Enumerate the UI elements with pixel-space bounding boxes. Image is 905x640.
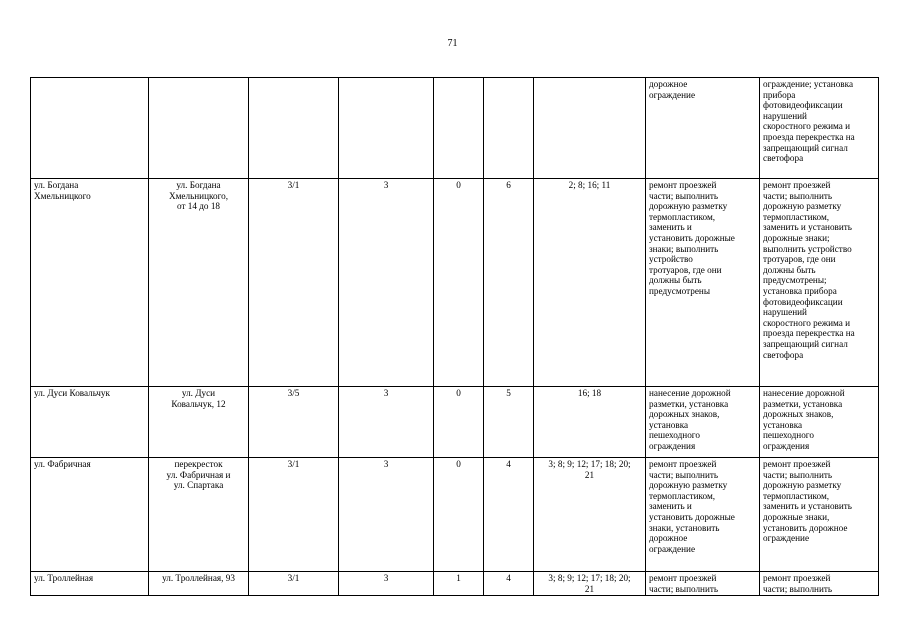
cell-street [31,78,149,179]
cell-measures-a-line: нанесение дорожной [649,388,731,398]
table-row [31,458,879,572]
cell-measures-b-line: заменить и установить [763,501,852,512]
cell-street [31,458,149,572]
cell-measures-a-line: ремонт проезжей [649,573,717,583]
cell-category: 3/1 [249,458,339,572]
cell-measures-b-line: части; выполнить [763,583,833,594]
cell-measures-a-line: заменить и [649,501,692,512]
cell-measures-b-line: дорожные знаки, [763,511,830,522]
cell-measures-b-line: фотовидеофиксации [763,100,843,111]
cell-measures-b-line: нарушений [763,307,807,318]
cell-measures-b-line: дорожные знаки; [763,232,830,243]
cell-measures-a-line: дорожное [649,533,688,544]
cell-category: 3/1 [249,572,339,596]
cell-value-4: 3 [339,387,434,458]
cell-location-line: ул. Спартака [173,480,224,491]
cell-measures-b-line: должны быть [763,264,816,275]
cell-location [149,458,249,572]
cell-measures-b-line: ограждение; установка [763,79,854,89]
cell-measures-a-line: дорожную разметку [649,201,728,212]
cell-measures-b [760,458,879,572]
cell-measures-a [646,387,760,458]
cell-value-5: 0 [434,458,484,572]
cell-measures-b-line: дорожных знаков, [763,409,834,420]
cell-value-5: 0 [434,179,484,387]
cell-measures-b-line: скоростного режима и [763,317,851,328]
cell-measures-b-line: установка [763,419,803,430]
cell-value-6 [484,78,534,179]
cell-location-line: ул. Фабричная и [166,469,231,480]
cell-street-line: ул. Фабричная [34,459,91,469]
cell-measures-b-line: установить дорожное [763,522,848,533]
cell-measures-b-line: разметки, установка [763,398,843,409]
cell-location-line: ул. Богдана [176,180,221,190]
cell-measures-a-line: установка [649,419,689,430]
cell-measures-a-line: устройство [649,254,693,265]
table-row [31,179,879,387]
cell-measures-b-line: ремонт проезжей [763,180,831,190]
cell-street [31,179,149,387]
cell-measures-b-line: нарушений [763,110,807,121]
cell-measures-a-line: термопластиком, [649,211,716,222]
cell-value-4 [339,78,434,179]
cell-codes-line: 2; 8; 16; 11 [568,180,611,190]
cell-location [149,78,249,179]
cell-measures-a [646,572,760,596]
cell-measures-a-line: части; выполнить [649,469,719,480]
cell-street [31,387,149,458]
cell-value-4: 3 [339,458,434,572]
cell-measures-a [646,458,760,572]
cell-measures-a-line: установить дорожные [649,232,735,243]
cell-value-6: 4 [484,458,534,572]
cell-measures-b-line: ремонт проезжей [763,573,831,583]
cell-value-4: 3 [339,572,434,596]
cell-codes-line: 16; 18 [577,388,602,398]
cell-value-6: 5 [484,387,534,458]
cell-value-4: 3 [339,179,434,387]
cell-measures-b-line: предусмотрены; [763,275,827,286]
cell-location [149,572,249,596]
cell-measures-a-line: предусмотрены [649,285,710,296]
cell-measures-a-line: ограждение [649,543,696,554]
cell-codes-line: 3; 8; 9; 12; 17; 18; 20; [548,573,631,583]
page-number: 71 [447,38,458,49]
cell-codes-line: 3; 8; 9; 12; 17; 18; 20; [548,459,631,469]
cell-codes [534,572,646,596]
cell-value-5 [434,78,484,179]
cell-measures-a-line: пешеходного [649,430,700,441]
cell-measures-b-line: термопластиком, [763,490,830,501]
cell-measures-a-line: дорожное [649,79,688,89]
cell-measures-a-line: части; выполнить [649,190,719,201]
cell-category: 3/1 [249,179,339,387]
table-row [31,78,879,179]
cell-measures-a-line: термопластиком, [649,490,716,501]
cell-measures-b [760,78,879,179]
cell-codes [534,387,646,458]
cell-measures-b-line: части; выполнить [763,190,833,201]
cell-measures-b-line: заменить и установить [763,222,852,233]
cell-value-6: 4 [484,572,534,596]
cell-location-line: Ковальчук, 12 [171,398,226,409]
cell-measures-b-line: дорожную разметку [763,480,842,491]
cell-location-line: ул. Троллейная, 93 [162,573,235,583]
cell-measures-b [760,387,879,458]
cell-street [31,572,149,596]
cell-measures-b-line: пешеходного [763,430,814,441]
cell-location [149,387,249,458]
cell-value-5: 1 [434,572,484,596]
cell-measures-b-line: ограждения [763,440,810,451]
cell-location-line: Хмельницкого, [168,190,229,201]
cell-measures-b-line: части; выполнить [763,469,833,480]
cell-measures-b-line: запрещающий сигнал [763,142,848,153]
cell-street-line: ул. Троллейная [34,573,94,583]
cell-measures-a-line: установить дорожные [649,511,735,522]
cell-measures-a-line: части; выполнить [649,583,719,594]
cell-street-line: ул. Дуси Ковальчук [34,388,110,398]
cell-codes-line: 21 [584,469,595,480]
cell-location-line: от 14 до 18 [176,201,221,212]
cell-measures-b-line: установка прибора [763,285,837,296]
table-row [31,387,879,458]
cell-measures-a [646,179,760,387]
cell-measures-a-line: знаки; выполнить [649,243,719,254]
cell-value-5: 0 [434,387,484,458]
cell-measures-b-line: проезда перекрестка на [763,328,855,339]
cell-measures-a-line: дорожных знаков, [649,409,720,420]
cell-measures-a-line: ограждение [649,89,696,100]
cell-measures-a [646,78,760,179]
cell-location-line: перекресток [174,459,223,469]
table-row [31,572,879,596]
cell-location [149,179,249,387]
cell-measures-b-line: термопластиком, [763,211,830,222]
cell-codes-line: 21 [584,583,595,594]
cell-measures-b-line: скоростного режима и [763,121,851,132]
cell-street-line: ул. Богдана [34,180,79,190]
cell-street-line: Хмельницкого [34,190,91,201]
cell-category: 3/5 [249,387,339,458]
cell-measures-b-line: прибора [763,89,796,100]
cell-measures-b-line: светофора [763,153,804,164]
cell-codes [534,179,646,387]
cell-measures-b-line: выполнить устройство [763,243,852,254]
cell-codes [534,78,646,179]
cell-measures-b-line: ограждение [763,533,810,544]
cell-measures-b-line: фотовидеофиксации [763,296,843,307]
cell-measures-b-line: тротуаров, где они [763,254,836,265]
cell-measures-a-line: разметки, установка [649,398,729,409]
cell-measures-b-line: проезда перекрестка на [763,131,855,142]
cell-measures-b-line: дорожную разметку [763,201,842,212]
cell-measures-b [760,572,879,596]
cell-measures-b-line: нанесение дорожной [763,388,845,398]
cell-measures-b-line: ремонт проезжей [763,459,831,469]
cell-measures-a-line: дорожную разметку [649,480,728,491]
cell-measures-b-line: светофора [763,349,804,360]
cell-measures-a-line: ремонт проезжей [649,180,717,190]
cell-measures-a-line: знаки, установить [649,522,720,533]
road-measures-table [30,77,879,596]
cell-category [249,78,339,179]
cell-measures-a-line: должны быть [649,275,702,286]
cell-measures-a-line: тротуаров, где они [649,264,722,275]
cell-codes [534,458,646,572]
cell-measures-a-line: ограждения [649,440,696,451]
cell-location-line: ул. Дуси [181,388,216,398]
cell-value-6: 6 [484,179,534,387]
cell-measures-b [760,179,879,387]
cell-measures-a-line: ремонт проезжей [649,459,717,469]
cell-measures-b-line: запрещающий сигнал [763,338,848,349]
cell-measures-a-line: заменить и [649,222,692,233]
